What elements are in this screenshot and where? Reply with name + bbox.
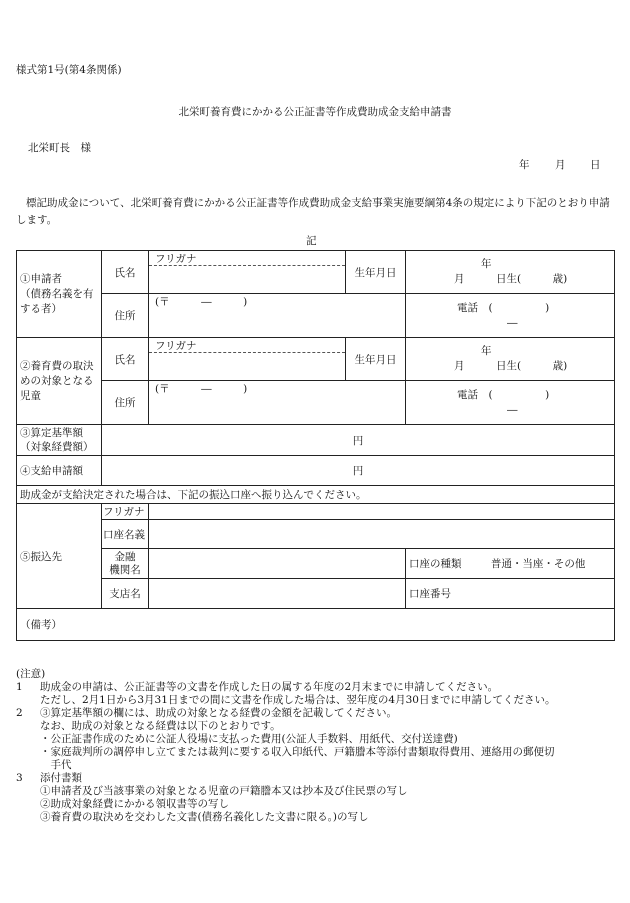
applicant-phone: 電話 ( ) [457, 301, 550, 314]
note-line: ただし、2月1日から3月31日までの間に文書を作成した場合は、翌年度の4月30日までに申請してください。 [40, 694, 556, 706]
child-label: ②養育費の取決めの対象となる児童 [17, 338, 102, 425]
applicant-dob-year: 年 [481, 258, 492, 270]
note-line: 手代 [40, 759, 72, 771]
branch-name-label: 支店名 [102, 579, 149, 609]
addressee: 北栄町長 様 [28, 142, 91, 154]
payment-amount-field[interactable] [102, 456, 615, 486]
payment-amount-unit: 円 [352, 465, 364, 477]
note-line: 助成金の申請は、公正証書等の文書を作成した日の属する年度の2月末までに申請してください。 [40, 681, 499, 693]
form-number: 様式第1号(第4条関係) [16, 64, 122, 76]
applicant-label: ①申請者 （債務名義を有する者） [17, 251, 102, 338]
note-line: ③養育費の取決めを交わした文書(債務名義化した文書に限る。)の写し [40, 811, 369, 823]
note-line: なお、助成の対象となる経費は以下のとおりです。 [40, 720, 281, 732]
child-name-field[interactable] [149, 338, 346, 381]
base-amount-field[interactable] [102, 425, 615, 456]
application-form-table [16, 250, 615, 641]
applicant-name-field[interactable] [149, 251, 346, 294]
note-line: 添付書類 [40, 772, 82, 784]
date-month: 月 [555, 159, 566, 171]
child-address-label: 住所 [102, 381, 149, 425]
note-line: ①申請者及び当該事業の対象となる児童の戸籍謄本又は抄本及び住民票の写し [40, 785, 408, 797]
base-amount-label: ③算定基準額 （対象経費額） [17, 425, 102, 456]
account-number-cell[interactable] [406, 579, 615, 609]
applicant-postal: (〒 ― ) [155, 296, 248, 308]
child-dob-label: 生年月日 [346, 338, 406, 381]
remarks-field[interactable] [17, 609, 615, 641]
note-number: 3 [16, 772, 23, 784]
date-year: 年 [519, 159, 530, 171]
applicant-dob-field[interactable] [406, 251, 615, 294]
applicant-dob-label: 生年月日 [346, 251, 406, 294]
child-postal: (〒 ― ) [155, 383, 248, 395]
account-number-label: 口座番号 [409, 588, 451, 600]
transfer-notice: 助成金が支給決定された場合は、下記の振込口座へ振り込んでください。 [17, 486, 615, 504]
applicant-address-field[interactable] [149, 294, 406, 338]
account-type-options: 普通・当座・その他 [490, 558, 586, 570]
transfer-furigana-label: フリガナ [102, 504, 149, 520]
child-address-field[interactable] [149, 381, 406, 425]
applicant-name-label: 氏名 [102, 251, 149, 294]
remarks-label: （備考） [20, 619, 62, 631]
date-day: 日 [590, 159, 601, 171]
account-type-label: 口座の種類 [409, 558, 462, 570]
note-line: ③算定基準額の欄には、助成の対象となる経費の金額を記載してください。 [40, 707, 397, 719]
applicant-phone-field[interactable] [406, 294, 615, 338]
child-furigana-label: フリガナ [149, 338, 345, 353]
child-dob-md: 月 日生( 歳) [454, 360, 568, 372]
child-dob-field[interactable] [406, 338, 615, 381]
child-phone-field[interactable] [406, 381, 615, 425]
note-line: ②助成対象経費にかかる領収書等の写し [40, 798, 229, 810]
note-line: ・公正証書作成のために公証人役場に支払った費用(公証人手数料、用紙代、交付送達費) [40, 733, 458, 745]
child-dob-year: 年 [481, 345, 492, 357]
child-phone-dash: ― [507, 403, 518, 416]
applicant-phone-dash: ― [507, 316, 518, 329]
intro-text: 標記助成金について、北栄町養育費にかかる公正証書等作成費助成金支給事業実施要綱第4条の規定により下記のとおり申請します。 [16, 197, 610, 226]
bank-name-field[interactable] [149, 549, 406, 579]
note-number: 2 [16, 707, 23, 719]
notes-heading: (注意) [16, 668, 46, 680]
transfer-furigana-field[interactable] [149, 504, 615, 520]
child-phone: 電話 ( ) [457, 388, 550, 401]
account-holder-field[interactable] [149, 520, 615, 549]
applicant-address-label: 住所 [102, 294, 149, 338]
applicant-dob-md: 月 日生( 歳) [454, 273, 568, 285]
branch-name-field[interactable] [149, 579, 406, 609]
base-amount-unit: 円 [352, 434, 364, 447]
note-number: 1 [16, 681, 23, 693]
transfer-label: ⑤振込先 [17, 504, 102, 609]
bank-name-label: 金融 機関名 [102, 549, 149, 579]
applicant-furigana-label: フリガナ [149, 251, 345, 266]
ki-label: 記 [306, 235, 317, 247]
page-title: 北栄町養育費にかかる公正証書等作成費助成金支給申請書 [178, 106, 452, 118]
account-holder-label: 口座名義 [102, 520, 149, 549]
child-name-label: 氏名 [102, 338, 149, 381]
account-type-cell[interactable] [406, 549, 615, 579]
payment-amount-label: ④支給申請額 [17, 456, 102, 486]
note-line: ・家庭裁判所の調停申し立てまたは裁判に要する収入印紙代、戸籍謄本等添付書類取得費用、連絡用の郵便切 [40, 746, 555, 758]
